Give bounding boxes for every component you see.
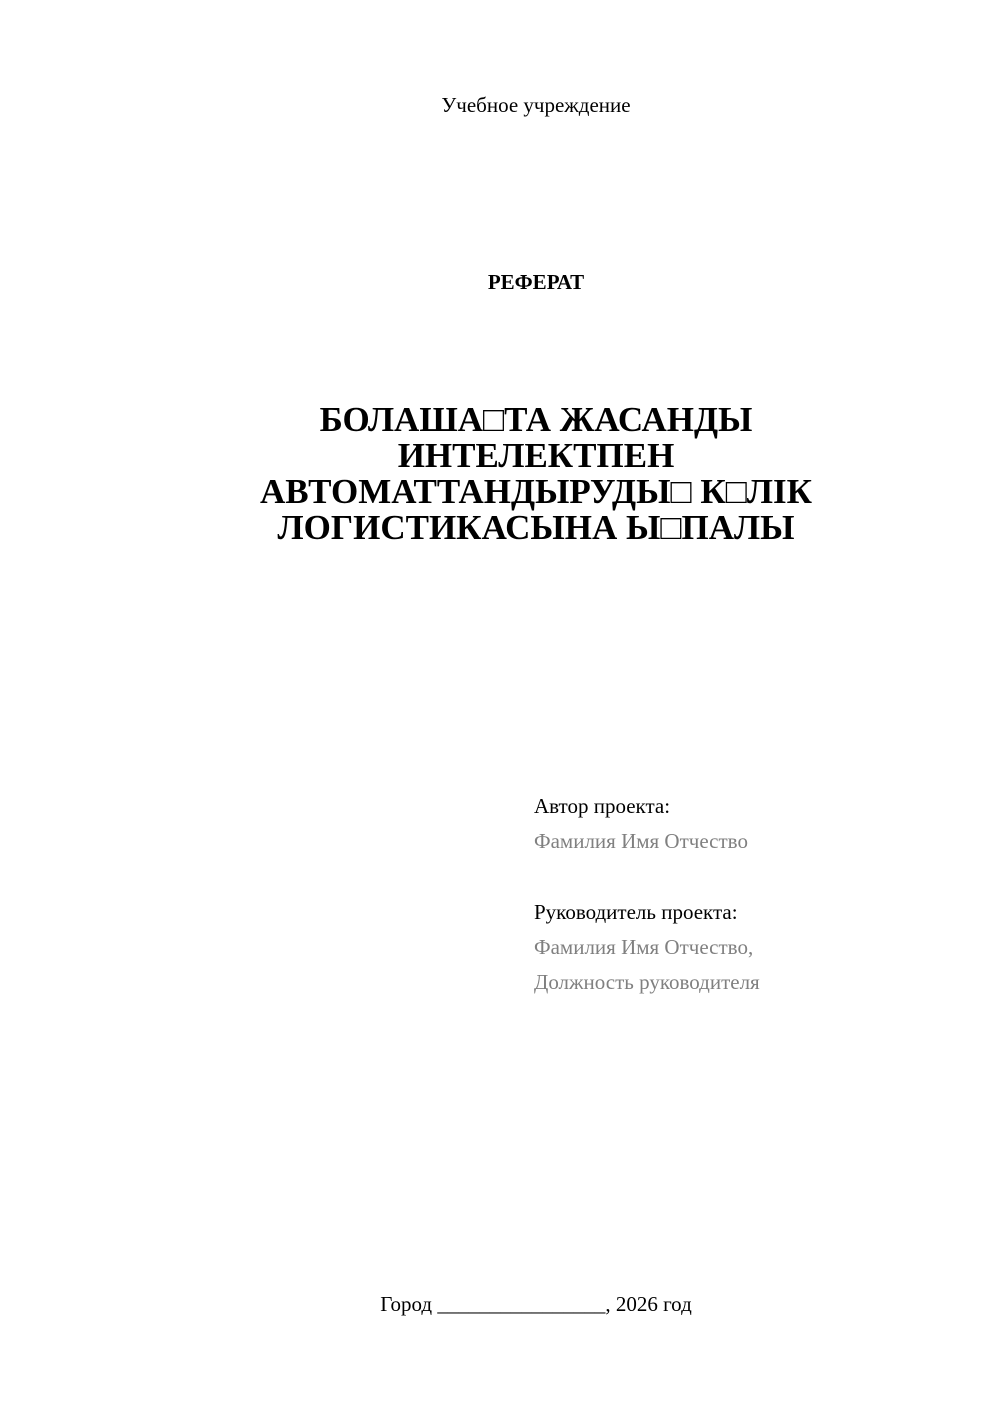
supervisor-block <box>534 895 974 1000</box>
title-line-1: БОЛАША□ТА ЖАСАНДЫ <box>319 400 753 439</box>
institution-name: Учебное учреждение <box>441 93 631 117</box>
author-label: Автор проекта: <box>534 794 671 818</box>
supervisor-position-placeholder: Должность руководителя <box>534 970 760 994</box>
title-line-4: ЛОГИСТИКАСЫНА Ы□ПАЛЫ <box>277 508 795 547</box>
title-line-2: ИНТЕЛЕКТПЕН <box>397 436 675 475</box>
city-year-line: Город ________________, 2026 год <box>380 1292 692 1316</box>
author-block <box>534 789 974 859</box>
title-line-3: АВТОМАТТАНДЫРУДЫ□ К□ЛІК <box>260 472 812 511</box>
author-name-placeholder: Фамилия Имя Отчество <box>534 829 748 853</box>
supervisor-name-placeholder: Фамилия Имя Отчество, <box>534 935 754 959</box>
credits-block <box>534 789 974 1000</box>
supervisor-label: Руководитель проекта: <box>534 900 738 924</box>
document-title <box>200 402 872 546</box>
document-type: РЕФЕРАТ <box>487 270 585 294</box>
